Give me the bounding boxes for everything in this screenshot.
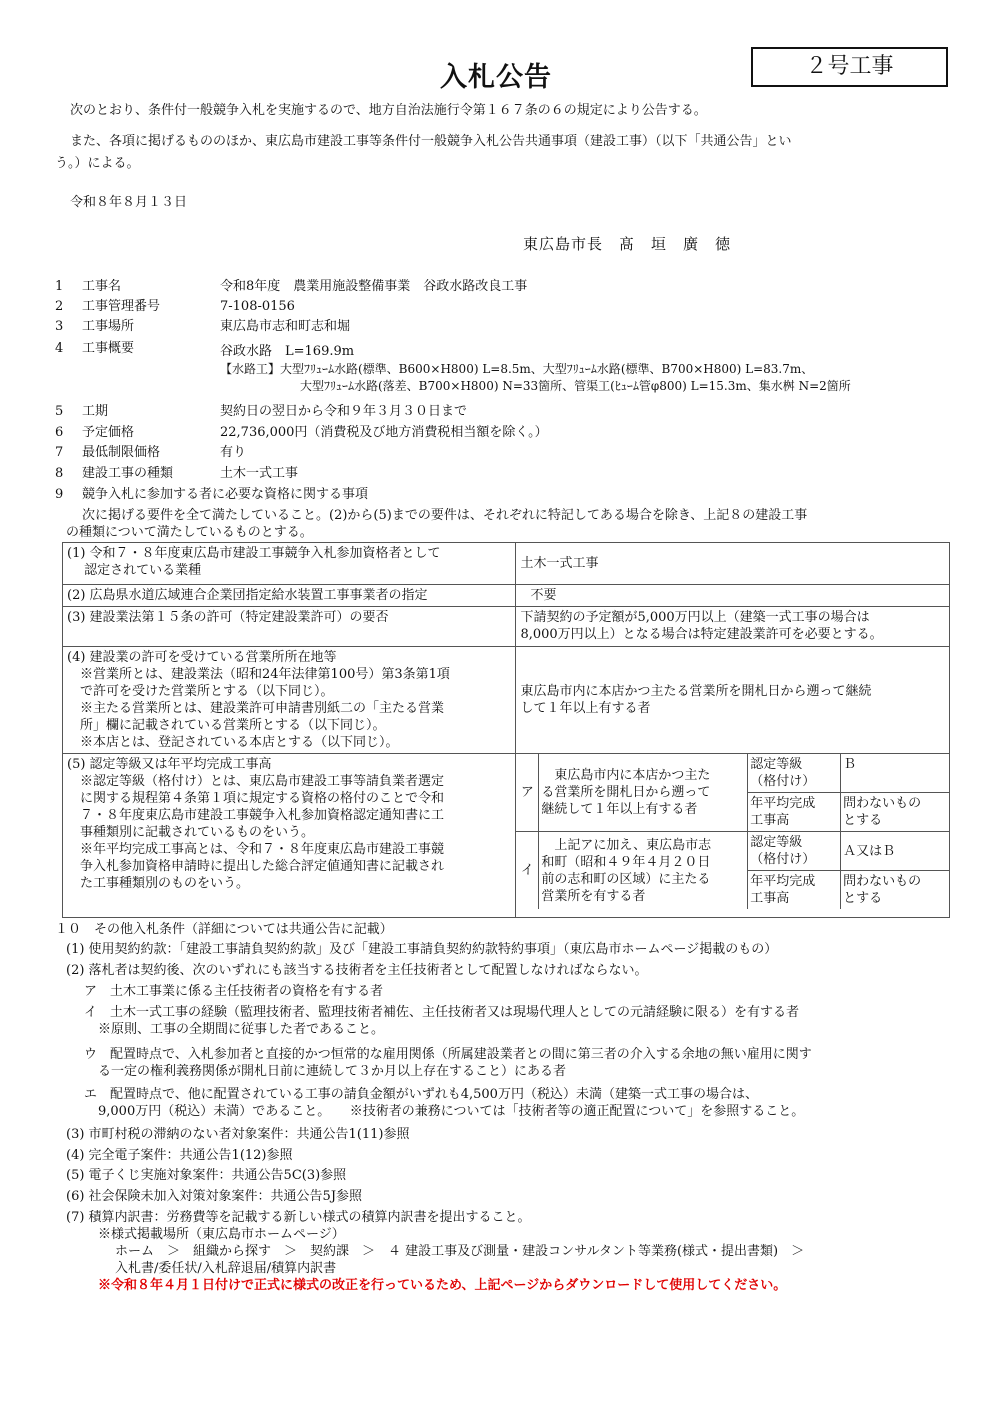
requirement-value: 土木一式工事 [516,543,950,585]
requirement-value: 不要 [516,585,950,607]
option-marker: イ [516,832,538,910]
item-number: 3 [55,319,64,334]
overview-line-1: 【水路工】大型ﾌﾘｭｰﾑ水路(標準、B600×H800) L=8.5m、大型ﾌﾘｭｰﾑ水路(標準、B700×H800) L=83.7m、 [220,362,814,376]
item-label: 工事名 [82,279,122,294]
revision-notice: ※令和８年４月１日付けで正式に様式の改正を行っているため、上記ページからダウンロードして使用してください。 [98,1278,787,1293]
table-row [516,832,949,871]
item-number: 8 [55,466,64,481]
item-number: 5 [55,404,64,419]
section9-intro-2: の種類について満たしているものとする。 [66,525,313,540]
item-label: 最低制限価格 [82,445,161,460]
section10-line: (4) 完全電子案件：共通公告1(12)参照 [66,1148,293,1163]
breadcrumb: ホーム ＞ 組織から探す ＞ 契約課 ＞ ４ 建設工事及び測量・建設コンサルタント等業務(様式・提出書類) ＞ [115,1244,805,1259]
section10-line: (7) 積算内訳書：労務費等を記載する新しい様式の積算内訳書を提出すること。 [66,1210,531,1225]
sales-value: 問わないもの とする [841,871,949,910]
sales-label: 年平均完成 工事高 [748,793,841,832]
section10-line: エ 配置時点で、他に配置されている工事の請負金額がいずれも4,500万円（税込）未満（建築一式工事の場合は、 [84,1087,758,1102]
option-description: 東広島市内に本店かつ主た る営業所を開札日から遡って 継続して１年以上有する者 [539,754,748,832]
grade-label: 認定等級 （格付け） [748,832,841,871]
item-value: 谷政水路 L=169.9m [220,344,355,359]
section10-line: (3) 市町村税の滞納のない者対象案件：共通公告1(11)参照 [66,1127,410,1142]
item-number: 7 [55,445,64,460]
requirement-label: (1) 令和７・８年度東広島市建設工事競争入札参加資格者として 認定されている業種 [63,543,516,585]
table-row [63,543,950,585]
item-number: 9 [55,487,64,502]
section10-line: ア 土木工事業に係る主任技術者の資格を有する者 [84,984,384,999]
section10-line: ウ 配置時点で、入札参加者と直接的かつ恒常的な雇用関係（所属建設業者との間に第三者の介入する余地の無い雇用に関す [84,1047,812,1062]
section10-line: 9,000万円（税込）未満）であること。 ※技術者の兼務については「技術者等の適正配置について」を参照すること。 [98,1104,805,1119]
section10-line: (1) 使用契約約款：「建設工事請負契約約款」及び「建設工事請負契約約款特約事項」（東広島市ホームページ掲載のもの） [66,942,778,957]
table-row [63,647,950,754]
section10-line: ※原則、工事の全期間に従事した者であること。 [98,1022,385,1037]
requirement-grade-cell [516,754,950,918]
overview-line-2: 大型ﾌﾘｭｰﾑ水路(落差、B700×H800) N=33箇所、管渠工(ﾋｭｰﾑ管φ800) L=15.3m、集水桝 N=2箇所 [300,379,851,393]
option-description: 上記アに加え、東広島市志 和町（昭和４９年４月２０日 前の志和町の区域）に主たる 営業所を有する者 [539,832,748,910]
grade-value: Ａ又はＢ [841,832,949,871]
intro-line-3: う。）による。 [55,156,140,171]
intro-line-1: 次のとおり、条件付一般競争入札を実施するので、地方自治法施行令第１６７条の６の規定により公告する。 [70,103,707,118]
item-value: 土木一式工事 [220,466,299,481]
item-label: 工事管理番号 [82,299,161,314]
item-label: 工期 [82,404,109,419]
item-number: 4 [55,341,64,356]
mayor-signature: 東広島市長 髙 垣 廣 徳 [523,235,732,253]
intro-line-2: また、各項に掲げるもののほか、東広島市建設工事等条件付一般競争入札公告共通事項（建設工事）（以下「共通公告」とい [70,134,792,149]
item-number: 2 [55,299,64,314]
grade-label: 認定等級 （格付け） [748,754,841,793]
requirement-label: (3) 建設業法第１５条の許可（特定建設業許可）の要否 [63,607,516,647]
item-number: 1 [55,279,64,294]
table-row [516,754,949,793]
option-marker: ア [516,754,538,832]
section10-line: (2) 落札者は契約後、次のいずれにも該当する技術者を主任技術者として配置しなければならない。 [66,963,648,978]
item-label: 競争入札に参加する者に必要な資格に関する事項 [82,487,369,502]
requirement-value: 東広島市内に本店かつ主たる営業所を開札日から遡って継続 して１年以上有する者 [516,647,950,754]
item-label: 建設工事の種類 [82,466,174,481]
requirement-label: (2) 広島県水道広域連合企業団指定給水装置工事事業者の指定 [63,585,516,607]
requirement-value: 下請契約の予定額が5,000万円以上（建築一式工事の場合は 8,000万円以上）となる場合は特定建設業許可を必要とする。 [516,607,950,647]
item-value: 7-108-0156 [220,299,295,314]
table-row [63,585,950,607]
sales-value: 問わないもの とする [841,793,949,832]
section9-intro-1: 次に掲げる要件を全て満たしていること。(2)から(5)までの要件は、それぞれに特記してある場合を除き、上記８の建設工事 [82,508,808,523]
table-row [63,607,950,647]
grade-value: Ｂ [841,754,949,793]
section10-line: ※様式掲載場所（東広島市ホームページ） [98,1227,345,1242]
form-list: 入札書/委任状/入札辞退届/積算内訳書 [115,1261,337,1276]
item-label: 工事場所 [82,319,135,334]
section10-line: る一定の権利義務関係が開札日前に連続して３か月以上存在すること）にある者 [98,1064,567,1079]
section10-line: (6) 社会保険未加入対策対象案件：共通公告5J参照 [66,1189,363,1204]
requirements-table [62,542,950,918]
section10-line: イ 土木一式工事の経験（監理技術者、監理技術者補佐、主任技術者又は現場代理人としての元請経験に限る）を有する者 [84,1005,800,1020]
section10-line: (5) 電子くじ実施対象案件：共通公告5C(3)参照 [66,1168,347,1183]
section10-heading: １０ その他入札条件（詳細については共通公告に記載） [55,922,393,937]
item-value: 22,736,000円（消費税及び地方消費税相当額を除く。） [220,425,548,440]
construction-number-badge: ２号工事 [751,47,948,87]
table-row [63,754,950,918]
item-value: 有り [220,445,247,460]
requirement-label: (4) 建設業の許可を受けている営業所所在地等 ※営業所とは、建設業法（昭和24年法律第100号）第3条第1項 で許可を受けた営業所とする（以下同じ）。 ※主たる営業所とは、建設業許可申請書別紙二の「主たる営業 所」欄に記載されている営業所とする（以下同じ）。 ※本店とは、登記されている本店とする（以下同じ）。 [63,647,516,754]
page-title: 入札公告 [440,62,552,93]
notice-date: 令和８年８月１３日 [70,195,188,210]
sales-label: 年平均完成 工事高 [748,871,841,910]
requirement-label: (5) 認定等級又は年平均完成工事高 ※認定等級（格付け）とは、東広島市建設工事等請負業者選定 に関する規程第４条第１項に規定する資格の格付のことで令和 ７・８年度東広島市建設工事競争入札参加資格認定通知書に工 事種類別に記載されているものをいう。 ※年平均完成工事高とは、令和７・８年度東広島市建設工事競 争入札参加資格申請時に提出した総合評定値通知書に記載され た工事種類別のものをいう。 [63,754,516,918]
item-value: 東広島市志和町志和堀 [220,319,351,334]
item-value: 令和8年度 農業用施設整備事業 谷政水路改良工事 [220,279,528,294]
item-label: 予定価格 [82,425,135,440]
item-label: 工事概要 [82,341,135,356]
grade-subtable [516,754,949,909]
item-number: 6 [55,425,64,440]
item-value: 契約日の翌日から令和９年３月３０日まで [220,404,468,419]
